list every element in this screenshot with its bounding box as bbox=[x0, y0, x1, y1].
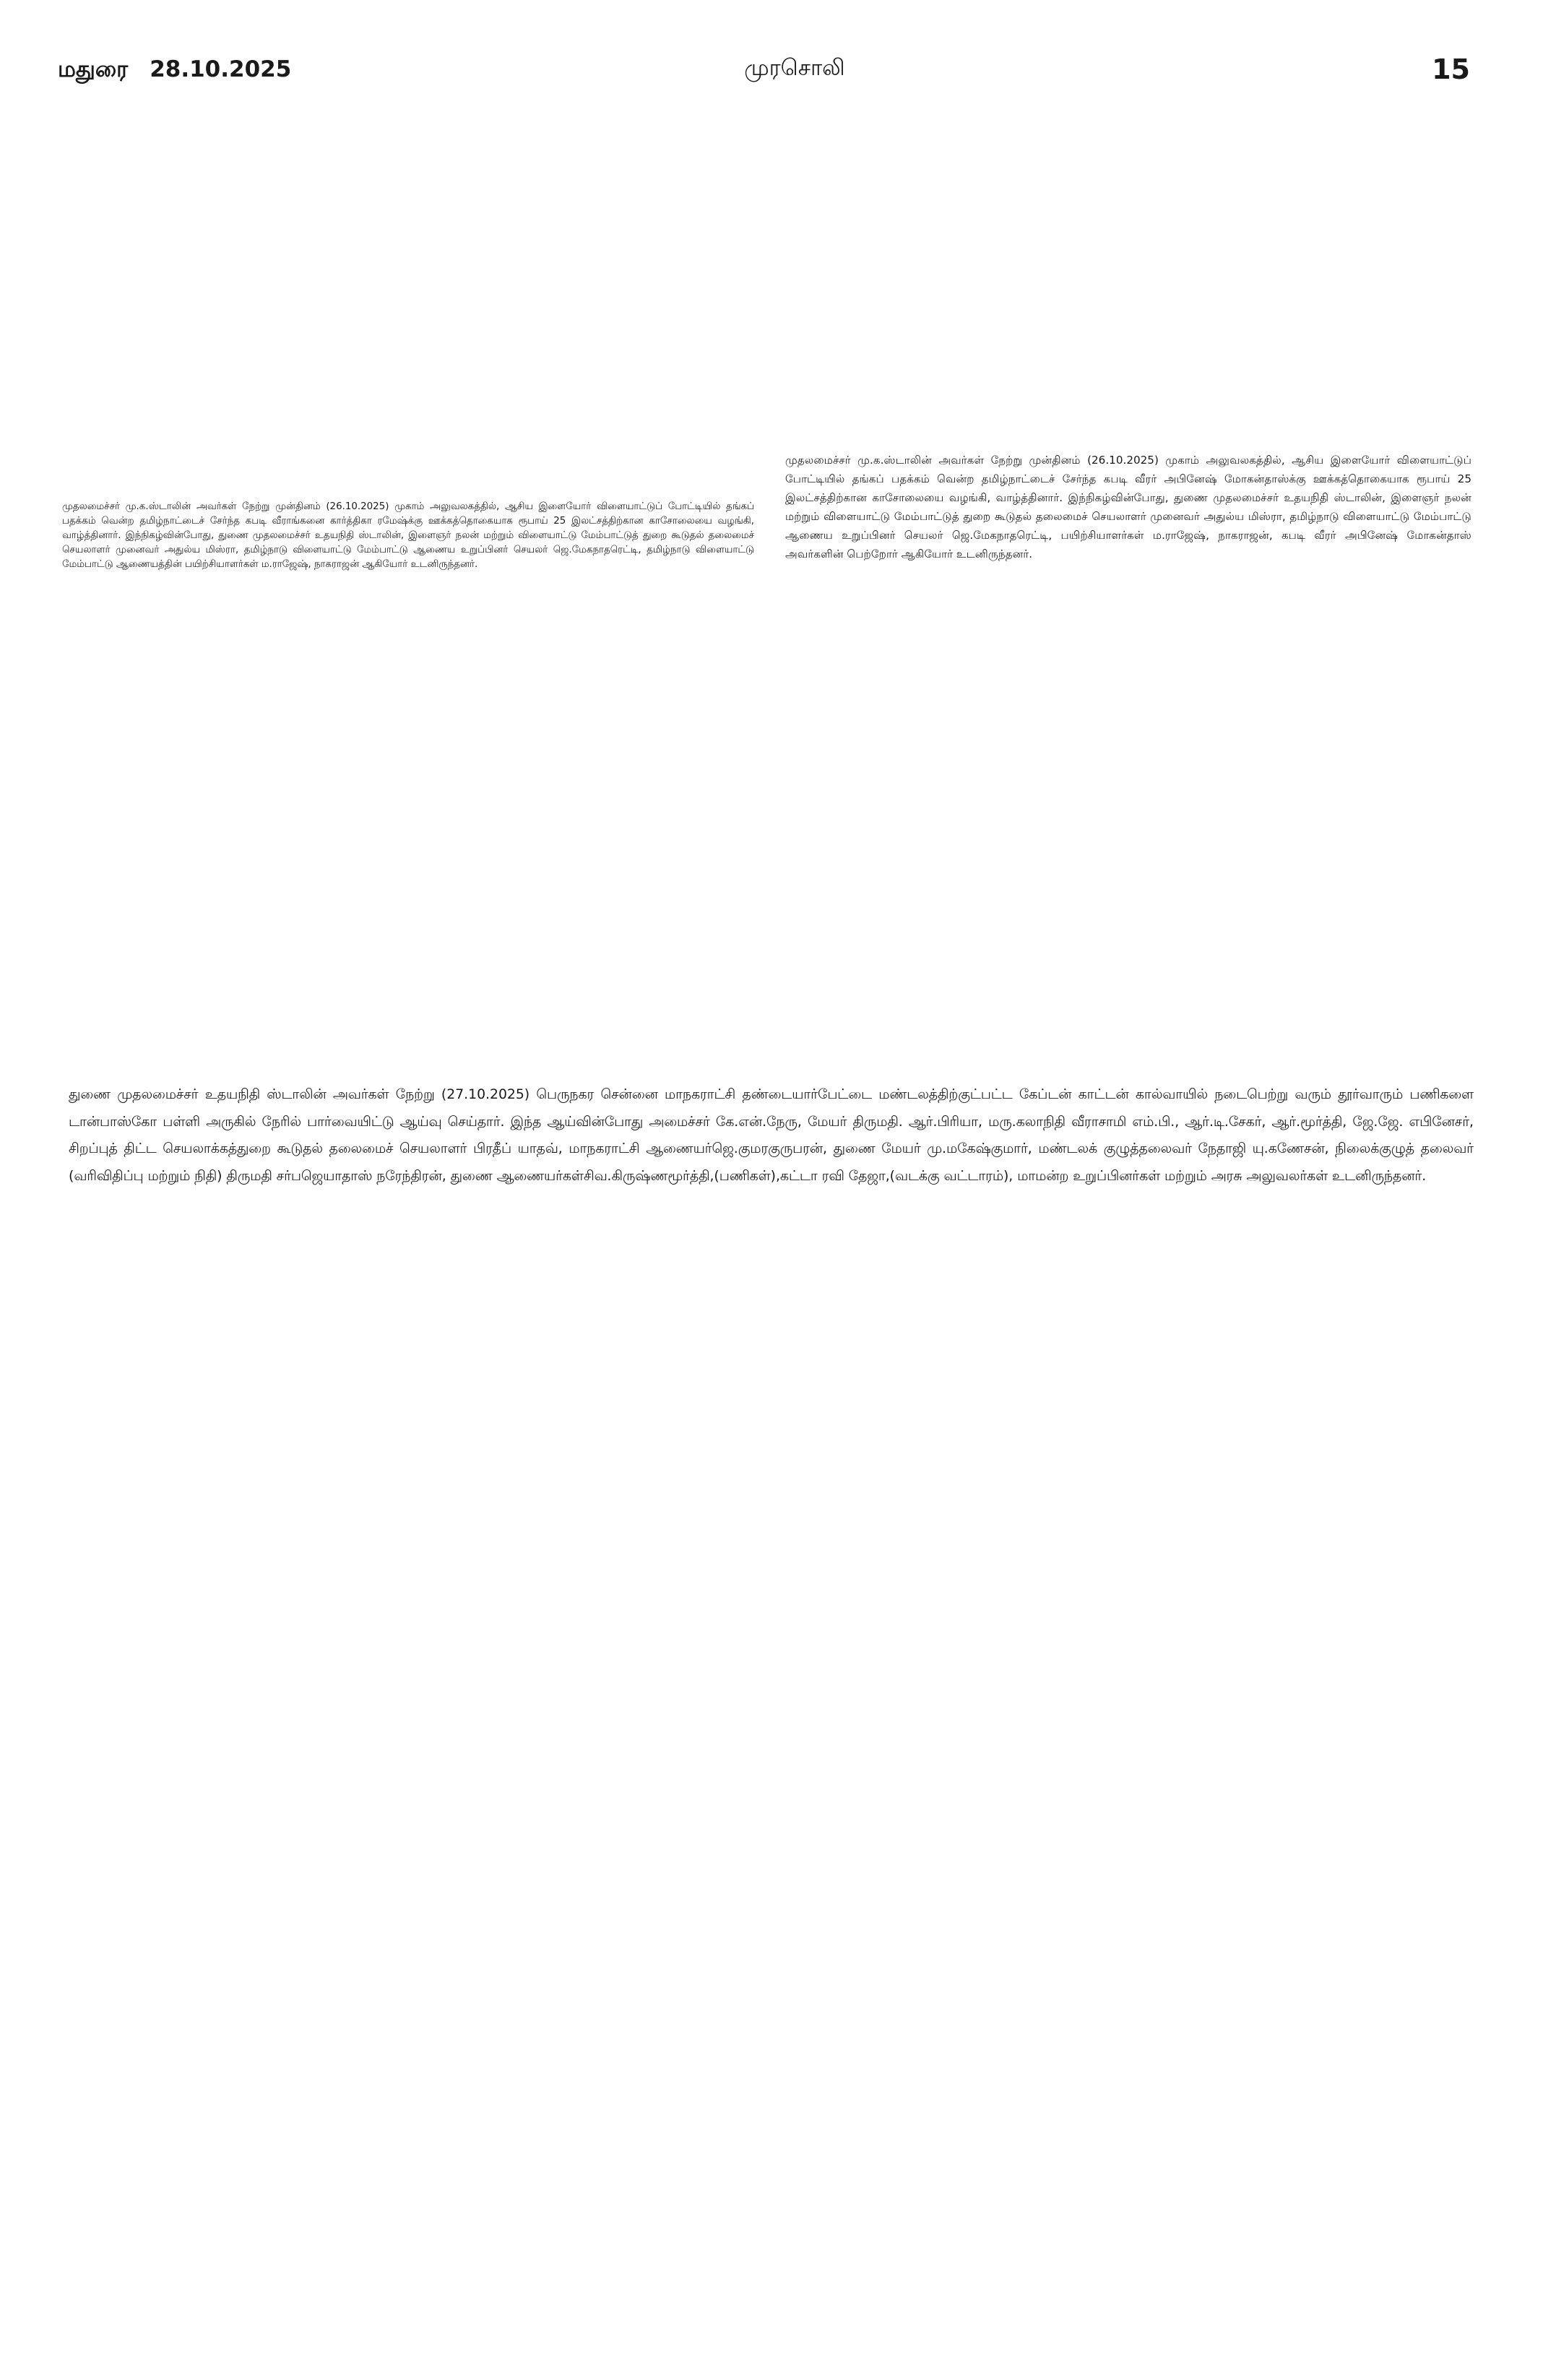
photo-caption-left: முதலமைச்சர் மு.க.ஸ்டாலின் அவர்கள் நேற்று முன்தினம் (26.10.2025) முகாம் அலுவலகத்தில், ஆசிய இளையோர் விளையாட்டுப் போட்டியில் தங்கப் பதக்கம் வென்ற தமிழ்நாட்டைச் சேர்ந்த கபடி வீராங்கனை கார்த்திகா ரமேஷ்க்கு ஊக்கத்தொகையாக ரூபாய் 25 இலட்சத்திற்கான காசோலையை வழங்கி, வாழ்த்தினார். இந்நிகழ்வின்போது, துணை முதலமைச்சர் உதயநிதி ஸ்டாலின், இளைஞர் நலன் மற்றும் விளையாட்டு மேம்பாட்டுத் துறை கூடுதல் தலைமைச் செயலாளர் முனைவர் அதுல்ய மிஸ்ரா, தமிழ்நாடு விளையாட்டு மேம்பாட்டு ஆணைய உறுப்பினர் செயலர் ஜெ.மேகநாதரெட்டி, தமிழ்நாடு விளையாட்டு மேம்பாட்டு ஆணையத்தின் பயிற்சியாளர்கள் ம.ராஜேஷ், நாகராஜன் ஆகியோர் உடனிருந்தனர். bbox=[62, 501, 754, 570]
photo-caption-bottom: துணை முதலமைச்சர் உதயநிதி ஸ்டாலின் அவர்கள் நேற்று (27.10.2025) பெருநகர சென்னை மாநகராட்சி தண்டையார்பேட்டை மண்டலத்திற்குட்பட்ட கேப்டன் காட்டன் கால்வாயில் நடைபெற்று வரும் தூர்வாரும் பணிகளை டான்பாஸ்கோ பள்ளி அருகில் நேரில் பார்வையிட்டு ஆய்வு செய்தார். இந்த ஆய்வின்போது அமைச்சர் கே.என்.நேரு, மேயர் திருமதி. ஆர்.பிரியா, மரு.கலாநிதி வீராசாமி எம்.பி., ஆர்.டி.சேகர், ஆர்.மூர்த்தி, ஜே.ஜே. எபினேசர், சிறப்புத் திட்ட செயலாக்கத்துறை கூடுதல் தலைமைச் செயலாளர் பிரதீப் யாதவ், மாநகராட்சி ஆணையர்ஜெ.குமரகுருபரன், துணை மேயர் மு.மகேஷ்குமார், மண்டலக் குழுத்தலைவர் நேதாஜி யு.கணேசன், நிலைக்குழுத் தலைவர் (வரிவிதிப்பு மற்றும் நிதி) திருமதி சர்பஜெயாதாஸ் நரேந்திரன், துணை ஆணையர்கள்சிவ.கிருஷ்ணமூர்த்தி,(பணிகள்),கட்டா ரவி தேஜா,(வடக்கு வட்டாரம்), மாமன்ற உறுப்பினர்கள் மற்றும் அரசு அலுவலர்கள் உடனிருந்தனர். bbox=[69, 1087, 1474, 1184]
photo-caption-right: முதலமைச்சர் மு.க.ஸ்டாலின் அவர்கள் நேற்று முன்தினம் (26.10.2025) முகாம் அலுவலகத்தில், ஆசிய இளையோர் விளையாட்டுப் போட்டியில் தங்கப் பதக்கம் வென்ற தமிழ்நாட்டைச் சேர்ந்த கபடி வீரர் அபினேஷ் மோகன்தாஸ்க்கு ஊக்கத்தொகையாக ரூபாய் 25 இலட்சத்திற்கான காசோலையை வழங்கி, வாழ்த்தினார். இந்நிகழ்வின்போது, துணை முதலமைச்சர் உதயநிதி ஸ்டாலின், இளைஞர் நலன் மற்றும் விளையாட்டு மேம்பாட்டுத் துறை கூடுதல் தலைமைச் செயலாளர் முனைவர் அதுல்ய மிஸ்ரா, தமிழ்நாடு விளையாட்டு மேம்பாட்டு ஆணைய உறுப்பினர் செயலர் ஜெ.மேகநாதரெட்டி, பயிற்சியாளர்கள் ம.ராஜேஷ், நாகராஜன், கபடி வீரர் அபினேஷ் மோகன்தாஸ் அவர்களின் பெற்றோர் ஆகியோர் உடனிருந்தனர். bbox=[785, 454, 1471, 561]
page-number: 15 bbox=[1432, 53, 1470, 85]
masthead-title: முரசொலி bbox=[744, 55, 845, 81]
edition-and-date bbox=[58, 56, 291, 85]
edition-name: மதுரை bbox=[58, 56, 129, 82]
issue-date: 28.10.2025 bbox=[150, 56, 292, 82]
